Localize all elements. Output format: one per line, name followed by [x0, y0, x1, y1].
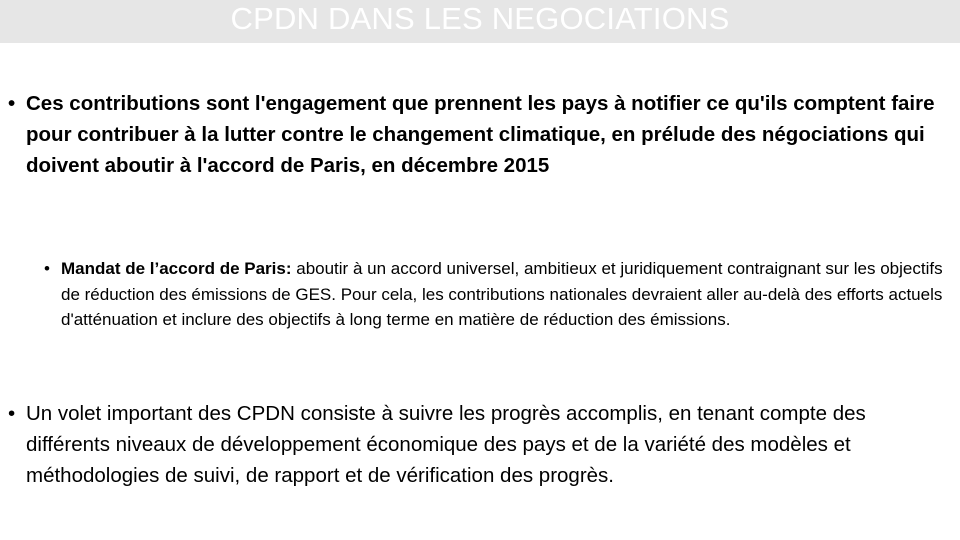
bullet-volet	[8, 398, 938, 491]
bullet-marker: •	[44, 259, 50, 278]
bullet-text: Ces contributions sont l'engagement que prennent les pays à notifier ce qu'ils comptent faire pour contribuer à la lutter contre le changement climatique, en prélude des négociations qui doivent aboutir à l'accord de Paris, en décembre 2015	[26, 92, 935, 177]
sub-bullet-mandat	[44, 256, 944, 333]
bullet-contributions	[8, 88, 938, 181]
bullet-marker: •	[8, 402, 16, 425]
sub-bullet-text: aboutir à un accord universel, ambitieux et juridiquement contraignant sur les objectifs de réduction des émissions de GES. Pour cela, les contributions nationales devraient aller au-delà des efforts actuels d'atténuation et inclure des objectifs à long terme en matière de réduction des émissions.	[61, 259, 943, 329]
bullet-marker: •	[8, 92, 16, 115]
title-bar	[0, 0, 960, 43]
bullet-text: Un volet important des CPDN consiste à suivre les progrès accomplis, en tenant compte des différents niveaux de développement économique des pays et de la variété des modèles et méthodologies de suivi, de rapport et de vérification des progrès.	[26, 402, 866, 487]
sub-bullet-content	[44, 256, 944, 333]
slide-title: CPDN DANS LES NEGOCIATIONS	[230, 1, 730, 36]
sub-bullet-lead: Mandat de l’accord de Paris:	[61, 259, 292, 278]
